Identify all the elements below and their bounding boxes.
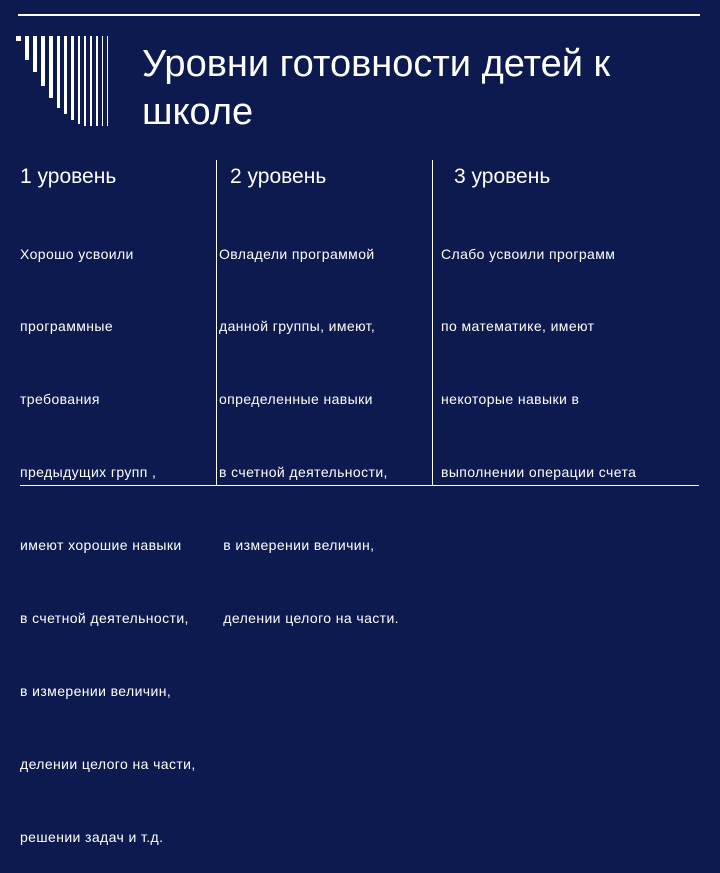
- column-2-line: данной группы, имеют,: [219, 318, 376, 335]
- column-1-text: [20, 193, 196, 873]
- column-1-line: требования: [20, 391, 100, 408]
- decorative-bars: [16, 30, 126, 126]
- column-1-heading: 1 уровень: [20, 165, 117, 188]
- column-2-text: [219, 193, 399, 655]
- column-3-line: выполнении операции счета: [441, 464, 637, 481]
- column-3-line: Слабо усвоили программ: [441, 245, 616, 262]
- column-1-line: в счетной деятельности,: [20, 610, 189, 627]
- column-2-line: в счетной деятельности,: [219, 464, 388, 481]
- column-2-line: делении целого на части.: [219, 610, 399, 627]
- column-1-line: предыдущих групп ,: [20, 464, 157, 481]
- column-1-line: решении задач и т.д.: [20, 828, 164, 845]
- column-divider-1: [216, 160, 217, 486]
- slide-title: Уровни готовности детей к школе: [142, 43, 611, 133]
- column-2-line: в измерении величин,: [219, 537, 375, 554]
- column-3-line: некоторые навыки в: [441, 391, 580, 408]
- column-2-line: Овладели программой: [219, 245, 375, 262]
- column-1-line: программные: [20, 318, 114, 335]
- column-1-line: делении целого на части,: [20, 755, 196, 772]
- bottom-rule: [20, 485, 699, 486]
- column-1-line: Хорошо усвоили: [20, 245, 134, 262]
- column-3-text: [441, 193, 636, 509]
- column-2-line: определенные навыки: [219, 391, 373, 408]
- column-divider-2: [432, 160, 433, 486]
- column-2-heading: 2 уровень: [230, 165, 327, 188]
- top-rule: [18, 14, 700, 16]
- column-3-heading: 3 уровень: [454, 165, 551, 188]
- column-3-line: по математике, имеют: [441, 318, 595, 335]
- column-1-line: имеют хорошие навыки: [20, 537, 182, 554]
- column-1-line: в измерении величин,: [20, 682, 172, 699]
